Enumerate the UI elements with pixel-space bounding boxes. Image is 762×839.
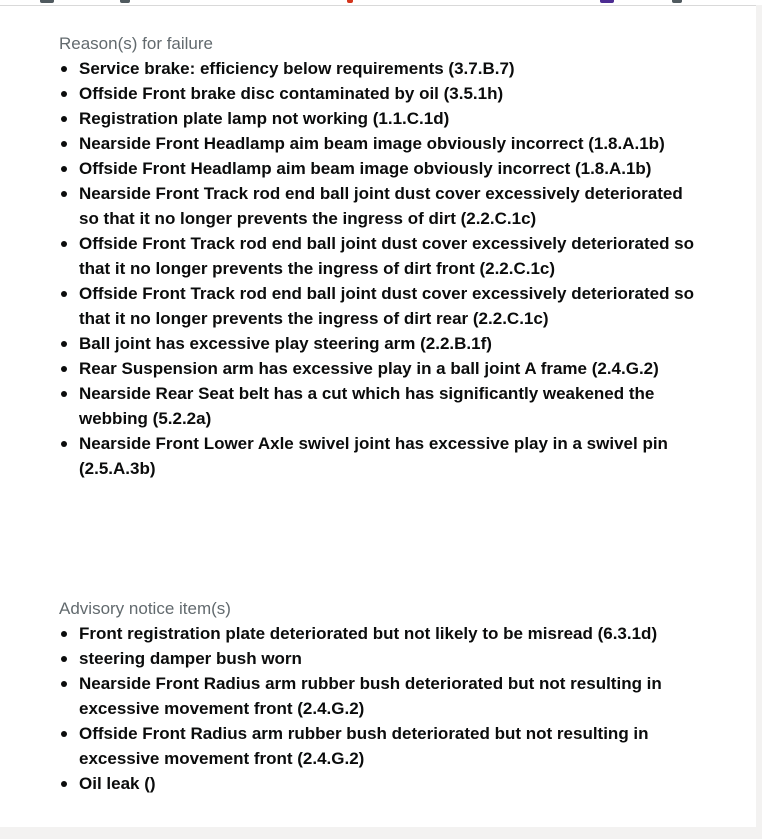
failure-item: Nearside Front Headlamp aim beam image obviously incorrect (1.8.A.1b) — [59, 131, 699, 156]
failure-reasons-heading: Reason(s) for failure — [59, 34, 214, 53]
failure-item: Nearside Front Track rod end ball joint dust cover excessively deteriorated so that it no longer prevents the ingress of dirt (2.2.C.1c) — [59, 181, 699, 231]
clipped-text-fragment — [347, 0, 353, 3]
advisory-item: Nearside Front Radius arm rubber bush deteriorated but not resulting in excessive movement front (2.4.G.2) — [59, 671, 699, 721]
failure-item: Offside Front Track rod end ball joint dust cover excessively deteriorated so that it no longer prevents the ingress of dirt rear (2.2.C.1c) — [59, 281, 699, 331]
advisory-items-section — [59, 596, 699, 796]
failure-item: Ball joint has excessive play steering arm (2.2.B.1f) — [59, 331, 699, 356]
failure-item: Offside Front brake disc contaminated by oil (3.5.1h) — [59, 81, 699, 106]
advisory-items-heading: Advisory notice item(s) — [59, 599, 231, 618]
clipped-text-fragment — [40, 0, 54, 3]
failure-item: Nearside Rear Seat belt has a cut which has significantly weakened the webbing (5.2.2a) — [59, 381, 699, 431]
clipped-text-fragment — [672, 0, 682, 3]
failure-item: Nearside Front Lower Axle swivel joint has excessive play in a swivel pin (2.5.A.3b) — [59, 431, 699, 481]
page-edge — [0, 827, 762, 839]
advisory-item: Offside Front Radius arm rubber bush deteriorated but not resulting in excessive movement front (2.4.G.2) — [59, 721, 699, 771]
page-edge — [756, 5, 762, 827]
clipped-text-fragment — [120, 0, 130, 3]
advisory-item: steering damper bush worn — [59, 646, 699, 671]
advisory-items-list — [59, 621, 699, 796]
advisory-item: Oil leak () — [59, 771, 699, 796]
failure-item: Offside Front Track rod end ball joint dust cover excessively deteriorated so that it no longer prevents the ingress of dirt front (2.2.C.1c) — [59, 231, 699, 281]
failure-reasons-list — [59, 56, 699, 481]
advisory-item: Front registration plate deteriorated but not likely to be misread (6.3.1d) — [59, 621, 699, 646]
clipped-link-fragment — [600, 0, 614, 3]
failure-item: Service brake: efficiency below requirements (3.7.B.7) — [59, 56, 699, 81]
failure-reasons-section — [59, 31, 699, 481]
failure-item: Registration plate lamp not working (1.1.C.1d) — [59, 106, 699, 131]
failure-item: Rear Suspension arm has excessive play in a ball joint A frame (2.4.G.2) — [59, 356, 699, 381]
failure-item: Offside Front Headlamp aim beam image obviously incorrect (1.8.A.1b) — [59, 156, 699, 181]
